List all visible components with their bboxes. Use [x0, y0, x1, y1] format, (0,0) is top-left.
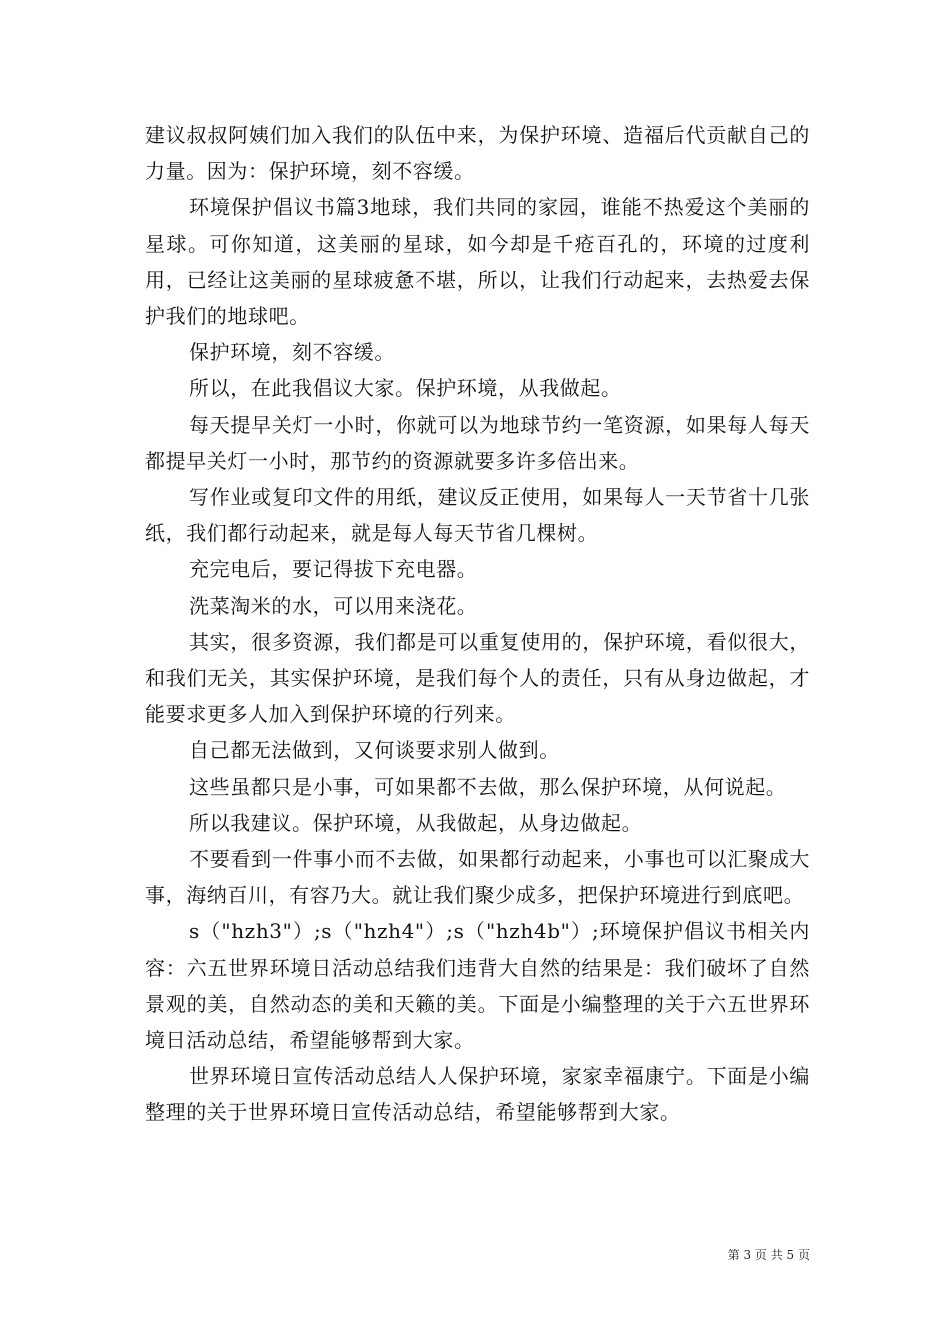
paragraph: 其实，很多资源，我们都是可以重复使用的，保护环境，看似很大，和我们无关，其实保护环境，是我们每个人的责任，只有从身边做起，才能要求更多人加入到保护环境的行列来。	[145, 629, 810, 727]
paragraph: 自己都无法做到，又何谈要求别人做到。	[189, 738, 560, 763]
paragraph: 所以，在此我倡议大家。保护环境，从我做起。	[189, 376, 622, 401]
paragraph: 这些虽都只是小事，可如果都不去做，那么保护环境，从何说起。	[189, 774, 787, 799]
paragraph: 写作业或复印文件的用纸，建议反正使用，如果每人一天节省十几张纸，我们都行动起来，就是每人每天节省几棵树。	[145, 485, 810, 546]
paragraph: s（"hzh3"）;s（"hzh4"）;s（"hzh4b"）;环境保护倡议书相关内容：六五世界环境日活动总结我们违背大自然的结果是：我们破坏了自然景观的美，自然动态的美和天籁的美。下面是小编整理的关于六五世界环境日活动总结，希望能够帮到大家。	[145, 919, 810, 1053]
paragraph: 洗菜淘米的水，可以用来浇花。	[189, 593, 478, 618]
paragraph: 所以我建议。保护环境，从我做起，从身边做起。	[189, 810, 643, 835]
paragraph: 建议叔叔阿姨们加入我们的队伍中来，为保护环境、造福后代贡献自己的力量。因为：保护环境，刻不容缓。	[145, 123, 810, 184]
paragraph: 世界环境日宣传活动总结人人保护环境，家家幸福康宁。下面是小编整理的关于世界环境日宣传活动总结，希望能够帮到大家。	[145, 1064, 810, 1125]
paragraph: 保护环境，刻不容缓。	[189, 340, 395, 365]
document-body	[145, 117, 810, 1131]
paragraph: 每天提早关灯一小时，你就可以为地球节约一笔资源，如果每人每天都提早关灯一小时，那节约的资源就要多许多倍出来。	[145, 412, 810, 473]
paragraph: 充完电后，要记得拔下充电器。	[189, 557, 478, 582]
paragraph: 环境保护倡议书篇3地球，我们共同的家园，谁能不热爱这个美丽的星球。可你知道，这美丽的星球，如今却是千疮百孔的，环境的过度利用，已经让这美丽的星球疲惫不堪，所以，让我们行动起来，去热爱去保护我们的地球吧。	[145, 195, 810, 329]
paragraph: 不要看到一件事小而不去做，如果都行动起来，小事也可以汇聚成大事，海纳百川，有容乃大。就让我们聚少成多，把保护环境进行到底吧。	[145, 847, 810, 908]
page-number: 第 3 页 共 5 页	[727, 1248, 810, 1262]
